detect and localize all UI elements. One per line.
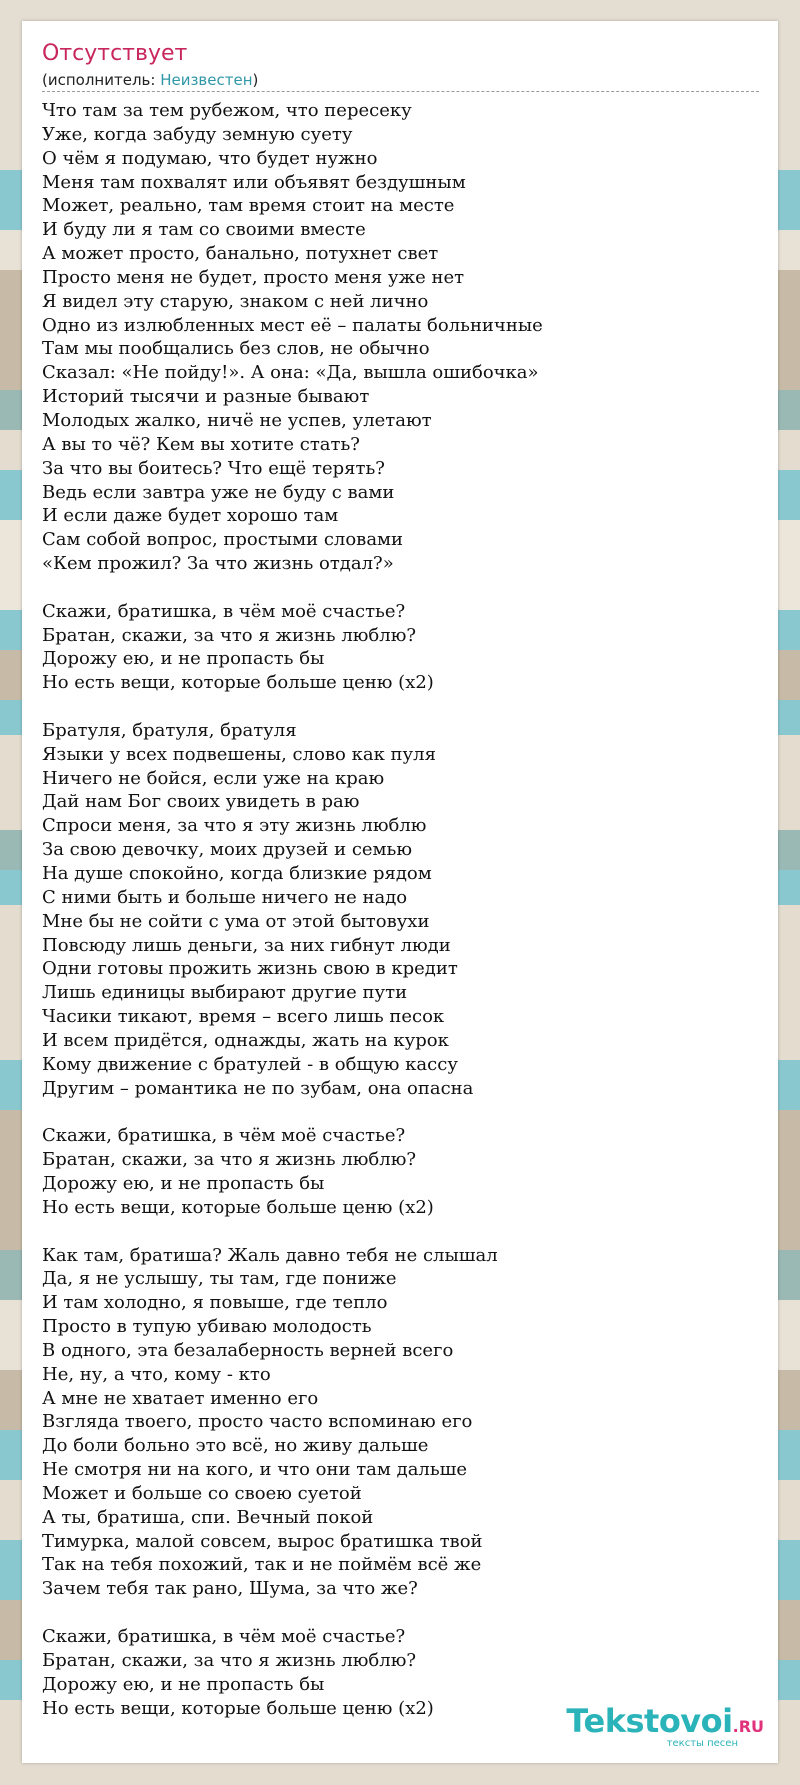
lyric-line: Не, ну, а что, кому - кто (42, 1363, 271, 1385)
lyric-line: Мне бы не сойти с ума от этой бытовухи (42, 910, 430, 932)
lyric-line: О чём я подумаю, что будет нужно (42, 147, 378, 169)
lyric-line: Часики тикают, время – всего лишь песок (42, 1006, 445, 1028)
lyric-line: А мне не хватает именно его (42, 1387, 319, 1409)
lyric-line: Зачем тебя так рано, Шума, за что же? (42, 1578, 418, 1600)
lyric-line: Я видел эту старую, знаком с ней лично (42, 290, 429, 312)
lyric-line: Да, я не услышу, ты там, где пониже (42, 1268, 397, 1290)
lyric-line: Ничего не бойся, если уже на краю (42, 767, 385, 789)
lyric-line: А ты, братиша, спи. Вечный покой (42, 1506, 374, 1528)
lyric-line: Ведь если завтра уже не буду с вами (42, 481, 395, 503)
lyric-line: До боли больно это всё, но живу дальше (42, 1435, 429, 1457)
lyric-line: Не смотря ни на кого, и что они там дальше (42, 1459, 468, 1481)
lyric-line: И буду ли я там со своими вместе (42, 219, 366, 241)
lyric-line: Кому движение с братулей - в общую кассу (42, 1053, 458, 1075)
lyric-line: На душе спокойно, когда близкие рядом (42, 863, 432, 884)
lyric-line: Спроси меня, за что я эту жизнь люблю (42, 815, 427, 837)
lyric-line: Скажи, братишка, в чём моё счастье? (42, 1626, 406, 1647)
lyric-line: Повсюду лишь деньги, за них гибнут люди (42, 934, 451, 956)
stanza-break (42, 695, 758, 719)
lyric-line: Но есть вещи, которые больше ценю (x2) (42, 1697, 434, 1719)
lyric-line: За что вы боитесь? Что ещё терять? (42, 457, 385, 479)
lyric-line: Но есть вещи, которые больше ценю (x2) (42, 672, 434, 694)
artist-line (42, 70, 759, 92)
lyric-line: Братан, скажи, за что я жизнь люблю? (42, 1649, 417, 1671)
lyric-line: Одно из излюбленных мест её – палаты больничные (42, 314, 543, 336)
artist-link[interactable]: Неизвестен (160, 71, 253, 89)
lyric-line: С ними быть и больше ничего не надо (42, 886, 408, 908)
site-logo[interactable] (544, 1703, 764, 1751)
logo-main-text: Tekstovoi (566, 1702, 733, 1740)
lyrics-card (22, 21, 778, 1763)
lyric-line: Так на тебя похожий, так и не поймём всё же (42, 1554, 482, 1576)
lyric-line: Братуля, братуля, братуля (42, 719, 297, 741)
lyric-line: Языки у всех подвешены, слово как пуля (42, 743, 436, 765)
logo-domain-suffix: .RU (732, 1717, 764, 1736)
lyric-line: Но есть вещи, которые больше ценю (x2) (42, 1196, 434, 1218)
lyric-line: Как там, братиша? Жаль давно тебя не слышал (42, 1244, 498, 1266)
stanza-break (42, 1100, 758, 1124)
lyric-line: Дорожу ею, и не пропасть бы (42, 1172, 325, 1194)
lyric-line: Братан, скажи, за что я жизнь люблю? (42, 1149, 417, 1171)
logo-subtitle: тексты песен (666, 1738, 738, 1749)
stanza-break (42, 1601, 758, 1625)
lyric-line: Может и больше со своею суетой (42, 1482, 362, 1504)
lyric-line: И если даже будет хорошо там (42, 505, 339, 527)
lyric-line: За свою девочку, моих друзей и семью (42, 839, 413, 861)
lyric-line: Взгляда твоего, просто часто вспоминаю его (42, 1411, 473, 1433)
lyric-line: Скажи, братишка, в чём моё счастье? (42, 600, 406, 622)
stanza-break (42, 576, 758, 600)
lyric-line: В одного, эта безалаберность верней всего (42, 1339, 454, 1361)
lyric-line: «Кем прожил? За что жизнь отдал?» (42, 553, 394, 575)
lyric-line: Историй тысячи и разные бывают (42, 386, 370, 408)
lyric-line: А вы то чё? Кем вы хотите стать? (42, 433, 360, 455)
lyric-line: Просто в тупую убиваю молодость (42, 1316, 372, 1338)
lyric-line: Тимурка, малой совсем, вырос братишка твой (42, 1530, 483, 1552)
lyric-line: И там холодно, я повыше, где тепло (42, 1292, 388, 1314)
lyric-line: Братан, скажи, за что я жизнь люблю? (42, 624, 417, 646)
lyric-line: Просто меня не будет, просто меня уже нет (42, 266, 465, 288)
lyric-line: Лишь единицы выбирают другие пути (42, 982, 408, 1004)
lyric-line: А может просто, банально, потухнет свет (42, 243, 439, 265)
stanza-break (42, 1220, 758, 1244)
artist-suffix: ) (252, 71, 259, 89)
lyric-line: Другим – романтика не по зубам, она опасна (42, 1077, 474, 1099)
lyric-line: Уже, когда забуду земную суету (42, 123, 353, 145)
lyric-line: Молодых жалко, ничё не успев, улетают (42, 409, 432, 431)
lyric-line: Меня там похвалят или объявят бездушным (42, 171, 466, 193)
song-title: Отсутствует (42, 41, 188, 66)
lyric-line: Может, реально, там время стоит на месте (42, 195, 455, 217)
artist-prefix: (исполнитель: (42, 71, 161, 89)
lyric-line: Сам собой вопрос, простыми словами (42, 529, 404, 551)
lyric-line: Скажи, братишка, в чём моё счастье? (42, 1125, 406, 1147)
lyric-line: Дай нам Бог своих увидеть в раю (42, 791, 360, 813)
lyric-line: Что там за тем рубежом, что пересеку (42, 100, 412, 121)
lyric-line: Дорожу ею, и не пропасть бы (42, 648, 325, 670)
lyric-line: И всем придётся, однажды, жать на курок (42, 1029, 449, 1051)
lyric-line: Там мы пообщались без слов, не обычно (42, 338, 430, 360)
lyric-line: Дорожу ею, и не пропасть бы (42, 1673, 325, 1695)
lyric-line: Одни готовы прожить жизнь свою в кредит (42, 958, 458, 980)
lyrics-text (42, 99, 758, 1720)
lyric-line: Сказал: «Не пойду!». А она: «Да, вышла ошибочка» (42, 362, 539, 384)
